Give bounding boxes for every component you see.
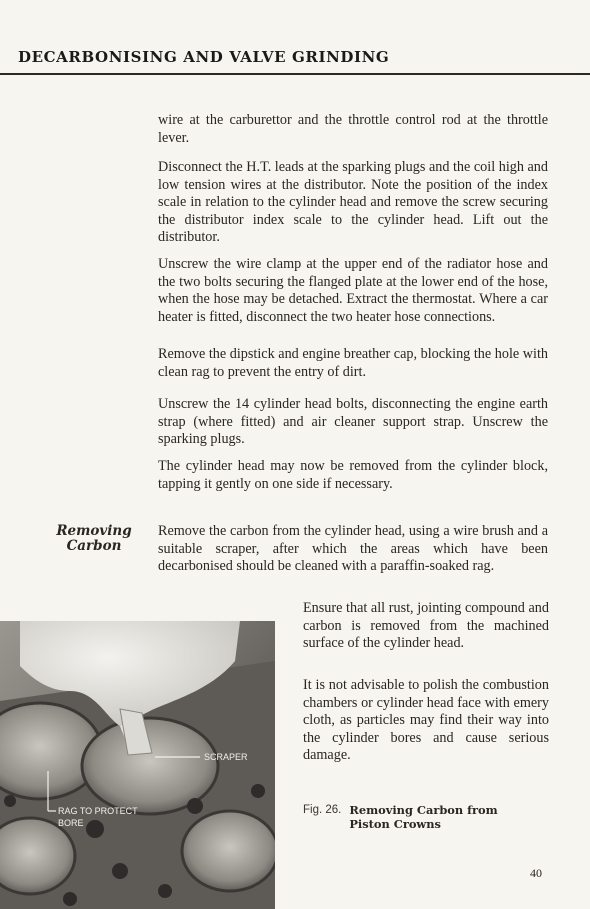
paragraph-ensure-rust: Ensure that all rust, jointing compound and carbon is removed from the machined surface of the cylinder head. [303,600,549,652]
side-heading-line2: Carbon [66,538,122,554]
side-heading-removing-carbon [56,524,132,554]
paragraph-throttle: wire at the carburettor and the throttle control rod at the throttle lever. [158,112,548,146]
figure-caption [303,803,553,831]
side-heading-line1: Removing [56,523,132,539]
figure-title-line1: Removing Carbon from [349,803,498,817]
rag-label-line2: BORE [58,818,84,828]
figure-photo [0,621,275,909]
rag-label-line1: RAG TO PROTECT [58,806,138,816]
paragraph-distributor: Disconnect the H.T. leads at the sparking plugs and the coil high and low tension wires at the distributor. Note the position of the index scale in relation to the cylinder head and remove the screw securing the distributor index scale to the cylinder head. Lift out the distributor. [158,159,548,246]
paragraph-remove-carbon: Remove the carbon from the cylinder head, using a wire brush and a suitable scraper, after which the areas which have been decarbonised should be cleaned with a paraffin-soaked rag. [158,523,548,575]
page-header: DECARBONISING AND VALVE GRINDING [18,48,390,66]
paragraph-dipstick: Remove the dipstick and engine breather cap, blocking the hole with clean rag to prevent the entry of dirt. [158,346,548,380]
figure-number: Fig. 26. [303,804,342,816]
scraper-label: SCRAPER [204,752,248,762]
paragraph-no-polish: It is not advisable to polish the combustion chambers or cylinder head face with emery cloth, as particles may find their way into the cylinder bores and cause serious damage. [303,677,549,764]
page-number: 40 [530,866,542,880]
paragraph-head-bolts: Unscrew the 14 cylinder head bolts, disconnecting the engine earth strap (where fitted) and air cleaner support strap. Unscrew the sparking plugs. [158,396,548,448]
figure-title-line2: Piston Crowns [349,817,441,831]
paragraph-radiator-hose: Unscrew the wire clamp at the upper end of the radiator hose and the two bolts securing the flanged plate at the lower end of the hose, when the hose may be detached. Extract the thermostat. Where a car heater is fitted, disconnect the two heater hose connections. [158,256,548,325]
paragraph-remove-head: The cylinder head may now be removed from the cylinder block, tapping it gently on one side if necessary. [158,458,548,492]
header-rule [0,73,590,75]
